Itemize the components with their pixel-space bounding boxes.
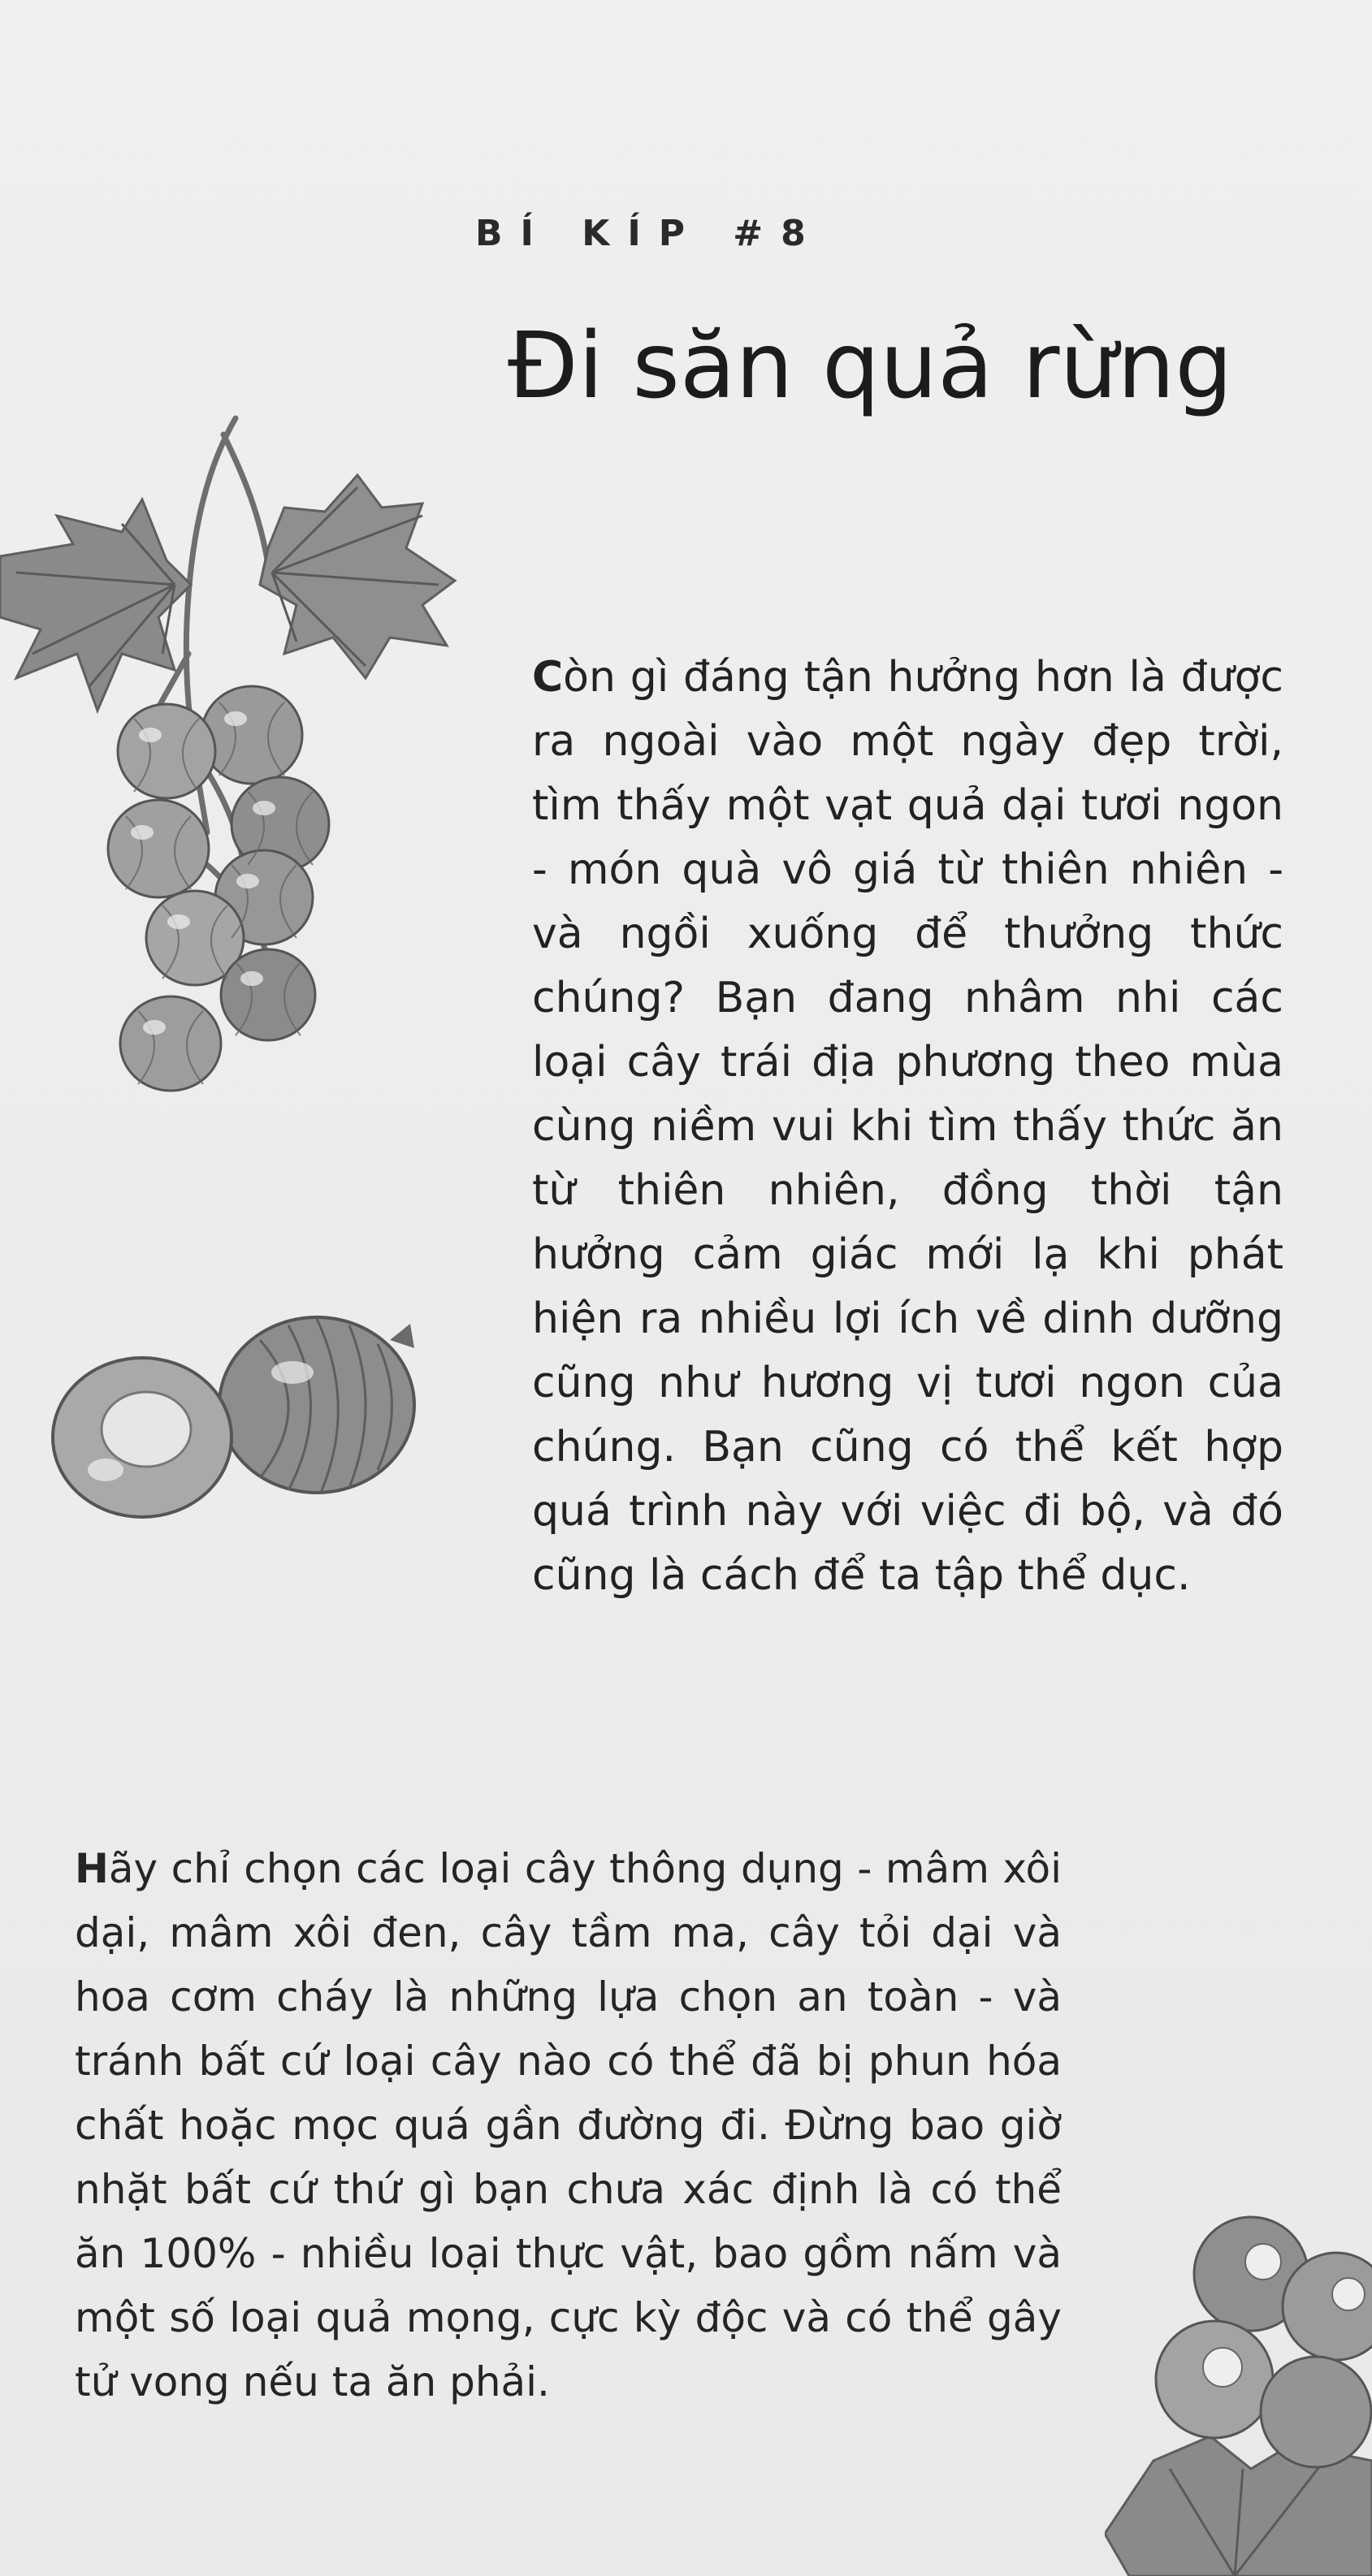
gooseberry-pair-illustration xyxy=(49,1307,422,1527)
intro-dropcap: C xyxy=(532,653,564,702)
page-title: Đi săn quả rừng xyxy=(508,313,1233,419)
berry-cluster-illustration xyxy=(1105,2193,1372,2576)
warning-text: ãy chỉ chọn các loại cây thông dụng - mâm xôi dại, mâm xôi đen, cây tầm ma, cây tỏi dại và hoa cơm cháy là những lựa chọn an toàn - và tránh bất cứ loại cây nào có thể đã bị phun hóa chất hoặc mọc quá gần đường đi. Đừng bao giờ nhặt bất cứ thứ gì bạn chưa xác định là có thể ăn 100% - nhiều loại thực vật, bao gồm nấm và một số loại quả mọng, cực kỳ độc và có thể gây tử vong nếu ta ăn phải. xyxy=(75,1845,1062,2405)
chapter-kicker: BÍ KÍP #8 xyxy=(475,213,824,254)
intro-text: òn gì đáng tận hưởng hơn là được ra ngoài vào một ngày đẹp trời, tìm thấy một vạt quả dại tươi ngon - món quà vô giá từ thiên nhiên - và ngồi xuống để thưởng thức chúng? Bạn đang nhâm nhi các loại cây trái địa phương theo mùa cùng niềm vui khi tìm thấy thức ăn từ thiên nhiên, đồng thời tận hưởng cảm giác mới lạ khi phát hiện ra nhiều lợi ích về dinh dưỡng cũng như hương vị tươi ngon của chúng. Bạn cũng có thể kết hợp quá trình này với việc đi bộ, và đó cũng là cách để ta tập thể dục. xyxy=(532,653,1283,1600)
intro-paragraph xyxy=(532,646,1283,1608)
warning-paragraph xyxy=(75,1837,1062,2414)
gooseberry-branch-illustration xyxy=(0,410,504,1141)
warning-dropcap: H xyxy=(75,1845,109,1892)
